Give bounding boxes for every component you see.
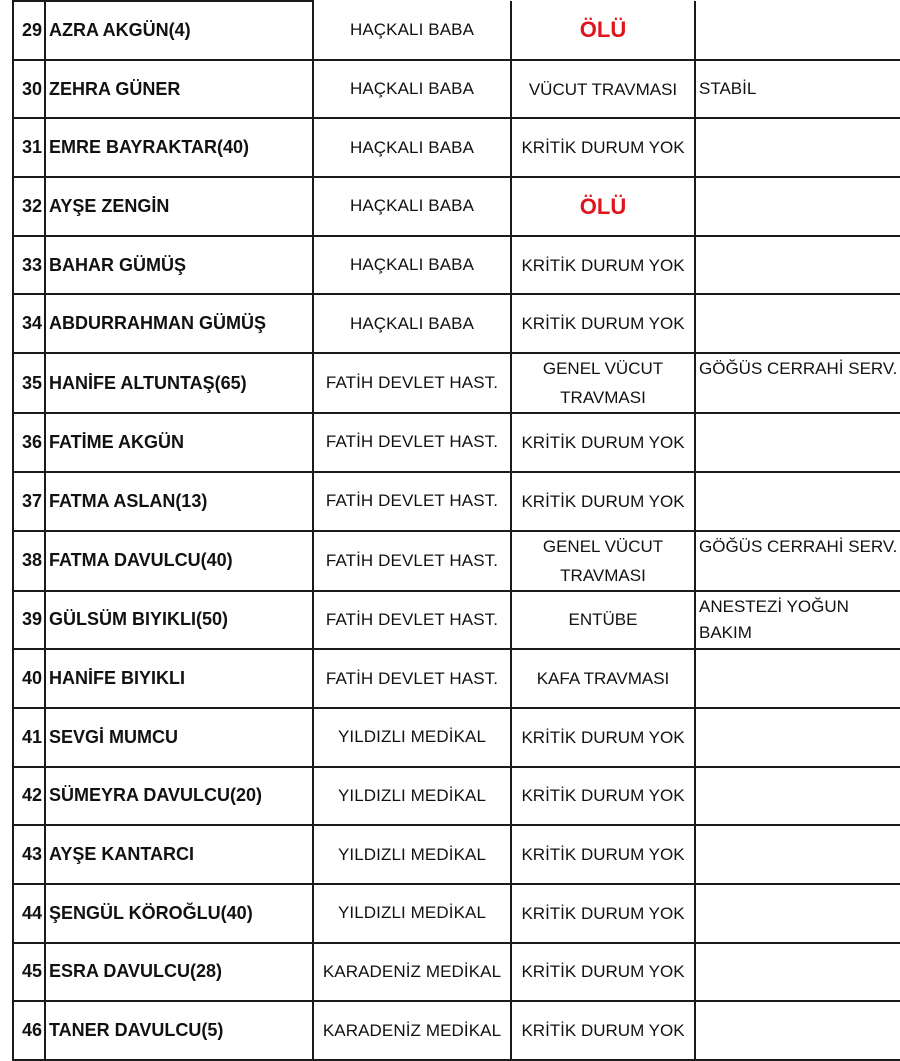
hospital-name: KARADENİZ MEDİKAL (313, 943, 511, 1002)
table-row (13, 294, 900, 353)
ward-cell: GÖĞÜS CERRAHİ SERV. (695, 353, 900, 413)
casualty-table (12, 0, 900, 1061)
row-number: 38 (13, 531, 45, 591)
row-number: 42 (13, 767, 45, 826)
row-number: 30 (13, 60, 45, 119)
hospital-name: HAÇKALI BABA (313, 60, 511, 119)
hospital-name: HAÇKALI BABA (313, 177, 511, 236)
status-cell: GENEL VÜCUT TRAVMASI (511, 531, 695, 591)
status-cell: KRİTİK DURUM YOK (511, 413, 695, 472)
hospital-name: FATİH DEVLET HAST. (313, 413, 511, 472)
hospital-name: YILDIZLI MEDİKAL (313, 708, 511, 767)
row-number: 33 (13, 236, 45, 295)
ward-cell: GÖĞÜS CERRAHİ SERV. (695, 531, 900, 591)
patient-name: GÜLSÜM BIYIKLI(50) (45, 591, 313, 650)
patient-name: FATİME AKGÜN (45, 413, 313, 472)
hospital-name: HAÇKALI BABA (313, 236, 511, 295)
hospital-name: FATİH DEVLET HAST. (313, 649, 511, 708)
patient-name: FATMA ASLAN(13) (45, 472, 313, 531)
ward-cell (695, 472, 900, 531)
table-row (13, 472, 900, 531)
patient-name: HANİFE ALTUNTAŞ(65) (45, 353, 313, 413)
row-number: 41 (13, 708, 45, 767)
row-number: 45 (13, 943, 45, 1002)
table-row (13, 236, 900, 295)
table-row (13, 767, 900, 826)
table-row (13, 353, 900, 413)
hospital-name: HAÇKALI BABA (313, 118, 511, 177)
table-row (13, 943, 900, 1002)
patient-name: ŞENGÜL KÖROĞLU(40) (45, 884, 313, 943)
table-row (13, 591, 900, 650)
status-cell: KRİTİK DURUM YOK (511, 236, 695, 295)
patient-name: ABDURRAHMAN GÜMÜŞ (45, 294, 313, 353)
patient-name: ZEHRA GÜNER (45, 60, 313, 119)
hospital-name: HAÇKALI BABA (313, 294, 511, 353)
casualty-table-body (13, 1, 900, 1060)
row-number: 43 (13, 825, 45, 884)
status-cell: GENEL VÜCUT TRAVMASI (511, 353, 695, 413)
table-row (13, 649, 900, 708)
status-cell: KRİTİK DURUM YOK (511, 767, 695, 826)
ward-cell (695, 825, 900, 884)
row-number: 35 (13, 353, 45, 413)
ward-cell (695, 767, 900, 826)
ward-cell (695, 708, 900, 767)
status-cell: KRİTİK DURUM YOK (511, 294, 695, 353)
ward-cell (695, 413, 900, 472)
hospital-name: YILDIZLI MEDİKAL (313, 767, 511, 826)
row-number: 34 (13, 294, 45, 353)
ward-cell (695, 943, 900, 1002)
table-row (13, 60, 900, 119)
ward-cell: ANESTEZİ YOĞUN BAKIM (695, 591, 900, 650)
table-row (13, 413, 900, 472)
patient-name: AYŞE ZENGİN (45, 177, 313, 236)
table-row (13, 1001, 900, 1060)
hospital-name: YILDIZLI MEDİKAL (313, 884, 511, 943)
row-number: 44 (13, 884, 45, 943)
hospital-name: YILDIZLI MEDİKAL (313, 825, 511, 884)
patient-name: TANER DAVULCU(5) (45, 1001, 313, 1060)
table-row (13, 531, 900, 591)
hospital-name: KARADENİZ MEDİKAL (313, 1001, 511, 1060)
row-number: 36 (13, 413, 45, 472)
patient-name: BAHAR GÜMÜŞ (45, 236, 313, 295)
hospital-name: FATİH DEVLET HAST. (313, 353, 511, 413)
hospital-name: FATİH DEVLET HAST. (313, 531, 511, 591)
row-number: 31 (13, 118, 45, 177)
patient-name: SEVGİ MUMCU (45, 708, 313, 767)
table-row (13, 177, 900, 236)
status-cell: KRİTİK DURUM YOK (511, 708, 695, 767)
patient-name: AYŞE KANTARCI (45, 825, 313, 884)
row-number: 39 (13, 591, 45, 650)
ward-cell (695, 118, 900, 177)
status-cell: ENTÜBE (511, 591, 695, 650)
status-dead-label: ÖLÜ (511, 1, 695, 60)
status-cell: KRİTİK DURUM YOK (511, 943, 695, 1002)
status-cell: KRİTİK DURUM YOK (511, 472, 695, 531)
row-number: 32 (13, 177, 45, 236)
patient-name: FATMA DAVULCU(40) (45, 531, 313, 591)
row-number: 46 (13, 1001, 45, 1060)
status-dead-label: ÖLÜ (511, 177, 695, 236)
patient-name: HANİFE BIYIKLI (45, 649, 313, 708)
ward-cell (695, 1001, 900, 1060)
status-cell: VÜCUT TRAVMASI (511, 60, 695, 119)
ward-cell (695, 884, 900, 943)
status-cell: KRİTİK DURUM YOK (511, 118, 695, 177)
ward-cell (695, 294, 900, 353)
row-number: 40 (13, 649, 45, 708)
patient-name: AZRA AKGÜN(4) (45, 1, 313, 60)
patient-name: EMRE BAYRAKTAR(40) (45, 118, 313, 177)
table-row (13, 118, 900, 177)
row-number: 29 (13, 1, 45, 60)
patient-name: ESRA DAVULCU(28) (45, 943, 313, 1002)
status-cell: KRİTİK DURUM YOK (511, 825, 695, 884)
table-row (13, 708, 900, 767)
ward-cell (695, 1, 900, 60)
ward-cell (695, 177, 900, 236)
hospital-name: FATİH DEVLET HAST. (313, 591, 511, 650)
ward-cell: STABİL (695, 60, 900, 119)
row-number: 37 (13, 472, 45, 531)
status-cell: KRİTİK DURUM YOK (511, 884, 695, 943)
table-row (13, 1, 900, 60)
status-cell: KRİTİK DURUM YOK (511, 1001, 695, 1060)
patient-name: SÜMEYRA DAVULCU(20) (45, 767, 313, 826)
status-cell: KAFA TRAVMASI (511, 649, 695, 708)
hospital-name: HAÇKALI BABA (313, 1, 511, 60)
table-row (13, 825, 900, 884)
table-row (13, 884, 900, 943)
ward-cell (695, 236, 900, 295)
ward-cell (695, 649, 900, 708)
hospital-name: FATİH DEVLET HAST. (313, 472, 511, 531)
